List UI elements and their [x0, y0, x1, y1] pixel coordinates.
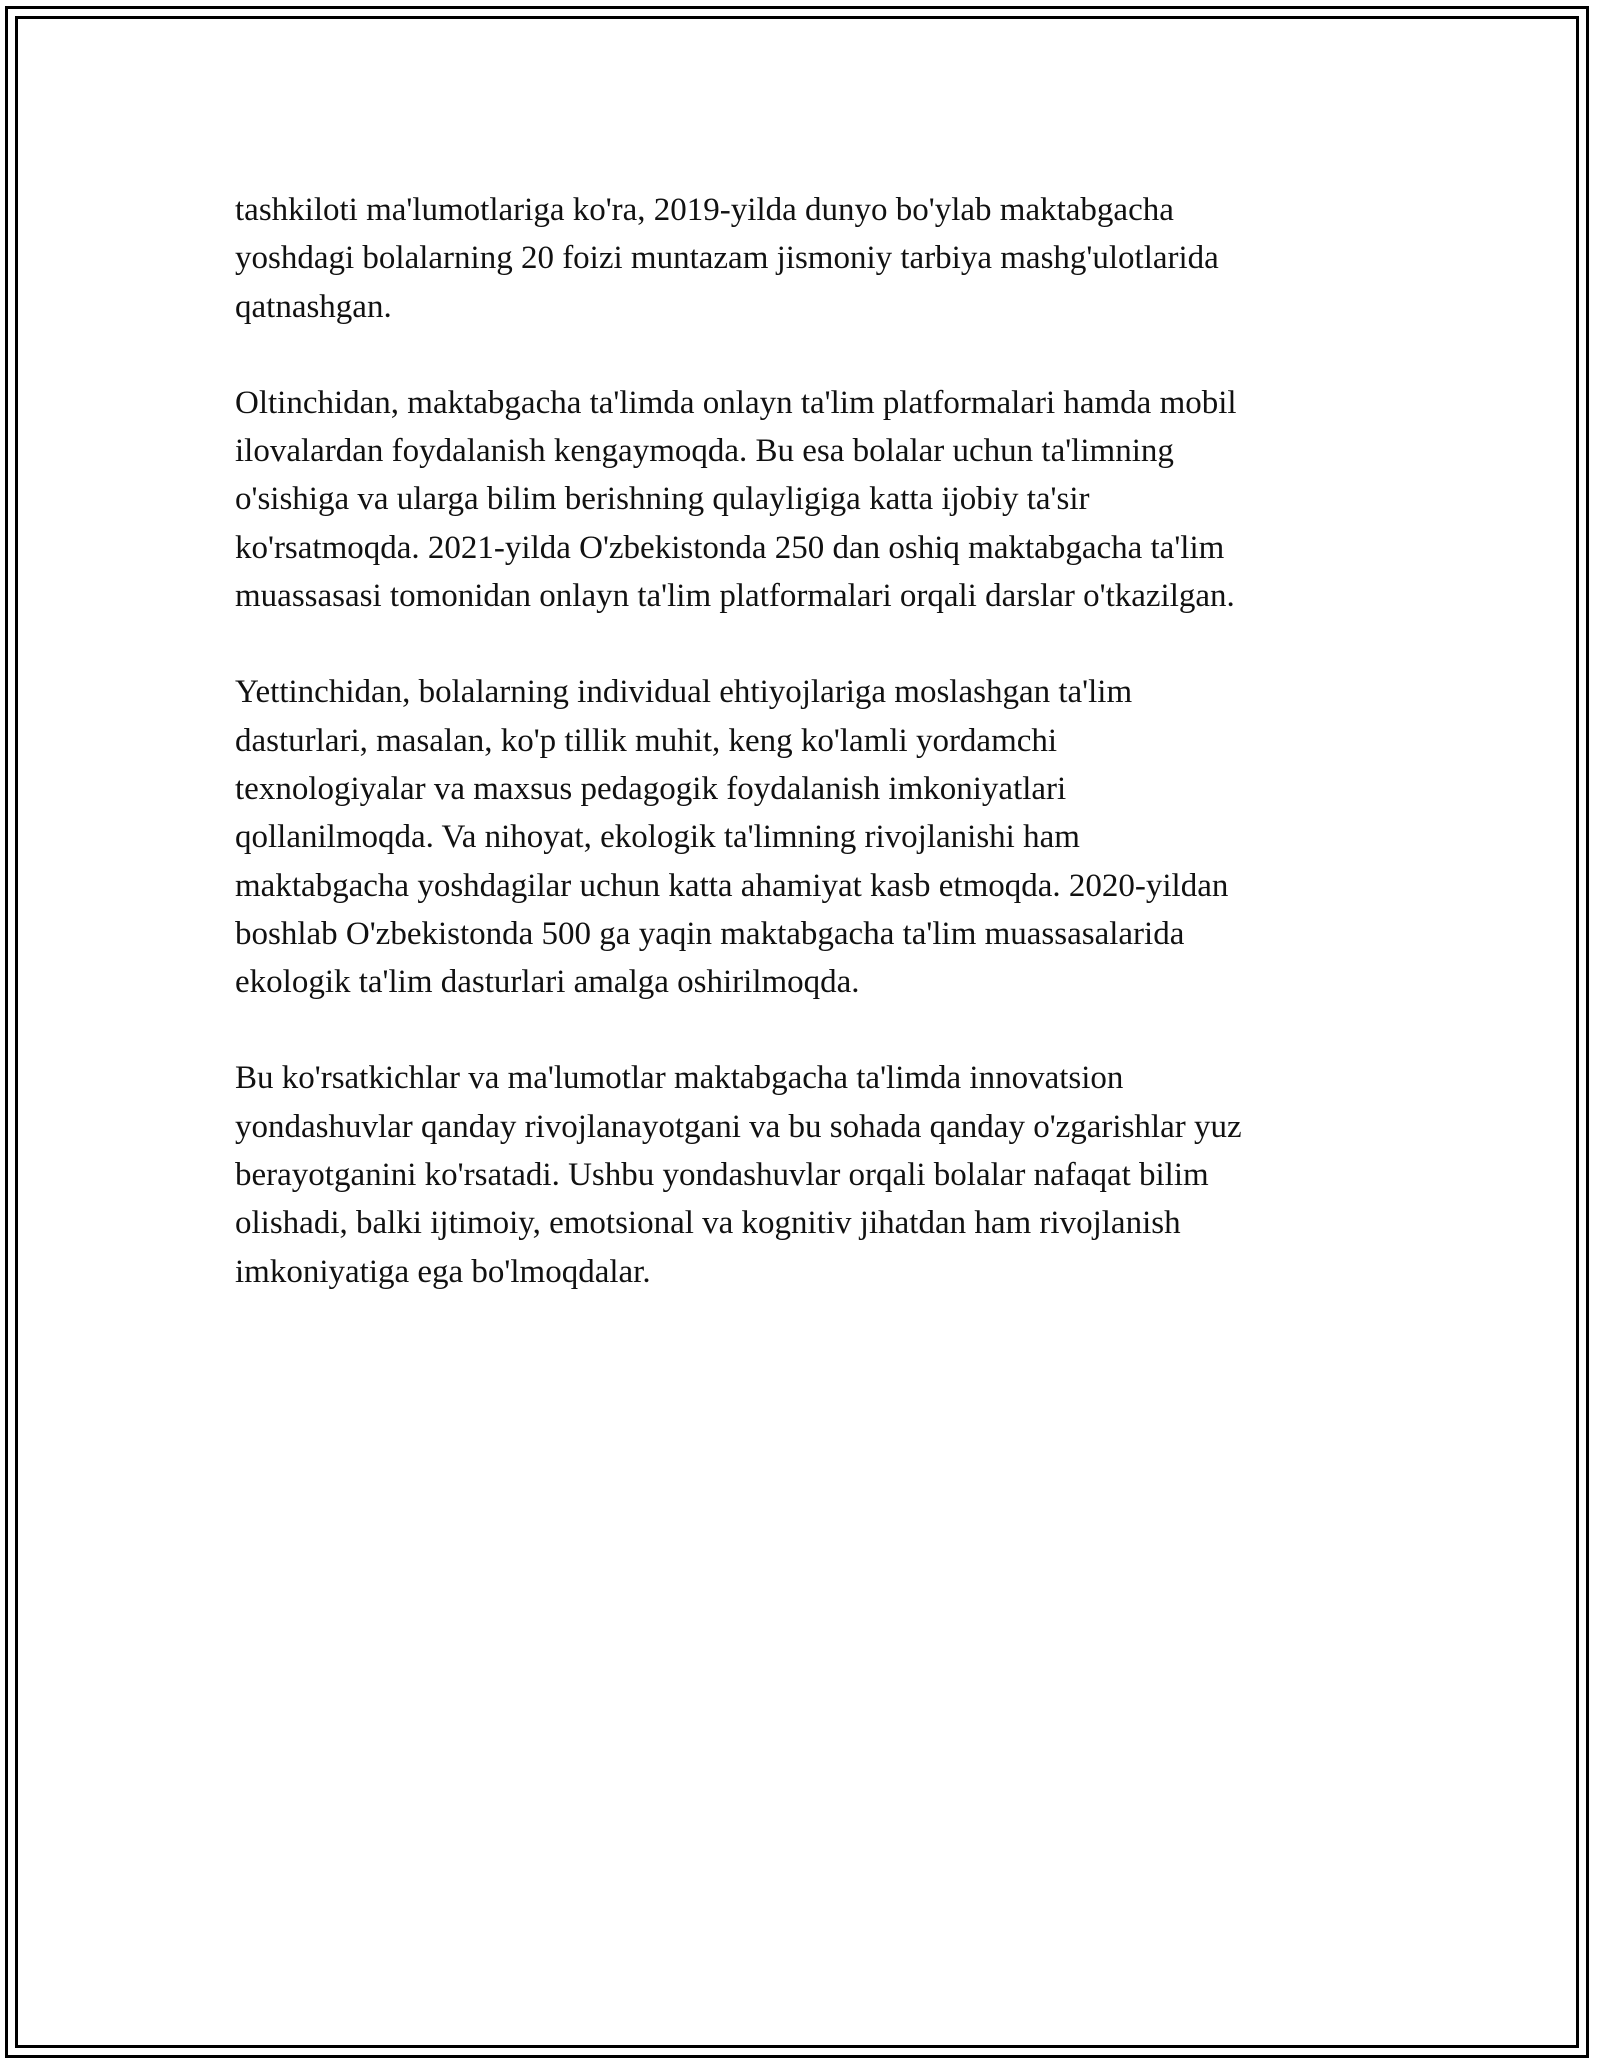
text-line: dasturlari, masalan, ko'p tillik muhit, keng ko'lamli yordamchi	[235, 722, 1058, 759]
text-line: Oltinchidan, maktabgacha ta'limda onlayn ta'lim platformalari hamda mobil	[235, 384, 1237, 421]
text-line: yondashuvlar qanday rivojlanayotgani va bu sohada qanday o'zgarishlar yuz	[235, 1108, 1242, 1145]
text-line: texnologiyalar va maxsus pedagogik foydalanish imkoniyatlari	[235, 770, 1067, 807]
text-line: imkoniyatiga ega bo'lmoqdalar.	[235, 1253, 651, 1290]
text-line: qatnashgan.	[235, 288, 392, 325]
text-line: muassasasi tomonidan onlayn ta'lim platformalari orqali darslar o'tkazilgan.	[235, 578, 1235, 615]
paragraph-3	[235, 668, 1375, 1006]
text-line: ekologik ta'lim dasturlari amalga oshirilmoqda.	[235, 964, 860, 1001]
text-line: boshlab O'zbekistonda 500 ga yaqin maktabgacha ta'lim muassasalarida	[235, 915, 1185, 952]
paragraph-1	[235, 186, 1375, 331]
text-line: tashkiloti ma'lumotlariga ko'ra, 2019-yilda dunyo bo'ylab maktabgacha	[235, 192, 1174, 228]
text-line: olishadi, balki ijtimoiy, emotsional va kognitiv jihatdan ham rivojlanish	[235, 1205, 1181, 1242]
text-line: maktabgacha yoshdagilar uchun katta ahamiyat kasb etmoqda. 2020-yildan	[235, 867, 1229, 904]
text-line: ko'rsatmoqda. 2021-yilda O'zbekistonda 250 dan oshiq maktabgacha ta'lim	[235, 529, 1225, 566]
paragraph-4	[235, 1054, 1375, 1295]
text-line: ilovalardan foydalanish kengaymoqda. Bu esa bolalar uchun ta'limning	[235, 433, 1174, 470]
text-line: o'sishiga va ularga bilim berishning qulayligiga katta ijobiy ta'sir	[235, 481, 1090, 518]
text-line: Yettinchidan, bolalarning individual ehtiyojlariga moslashgan ta'lim	[235, 674, 1133, 711]
paragraph-2	[235, 379, 1375, 620]
text-line: yoshdagi bolalarning 20 foizi muntazam jismoniy tarbiya mashg'ulotlarida	[235, 240, 1219, 277]
text-line: Bu ko'rsatkichlar va ma'lumotlar maktabgacha ta'limda innovatsion	[235, 1060, 1124, 1097]
document-body	[235, 186, 1375, 1344]
text-line: berayotganini ko'rsatadi. Ushbu yondashuvlar orqali bolalar nafaqat bilim	[235, 1157, 1209, 1194]
text-line: qollanilmoqda. Va nihoyat, ekologik ta'limning rivojlanishi ham	[235, 819, 1080, 856]
